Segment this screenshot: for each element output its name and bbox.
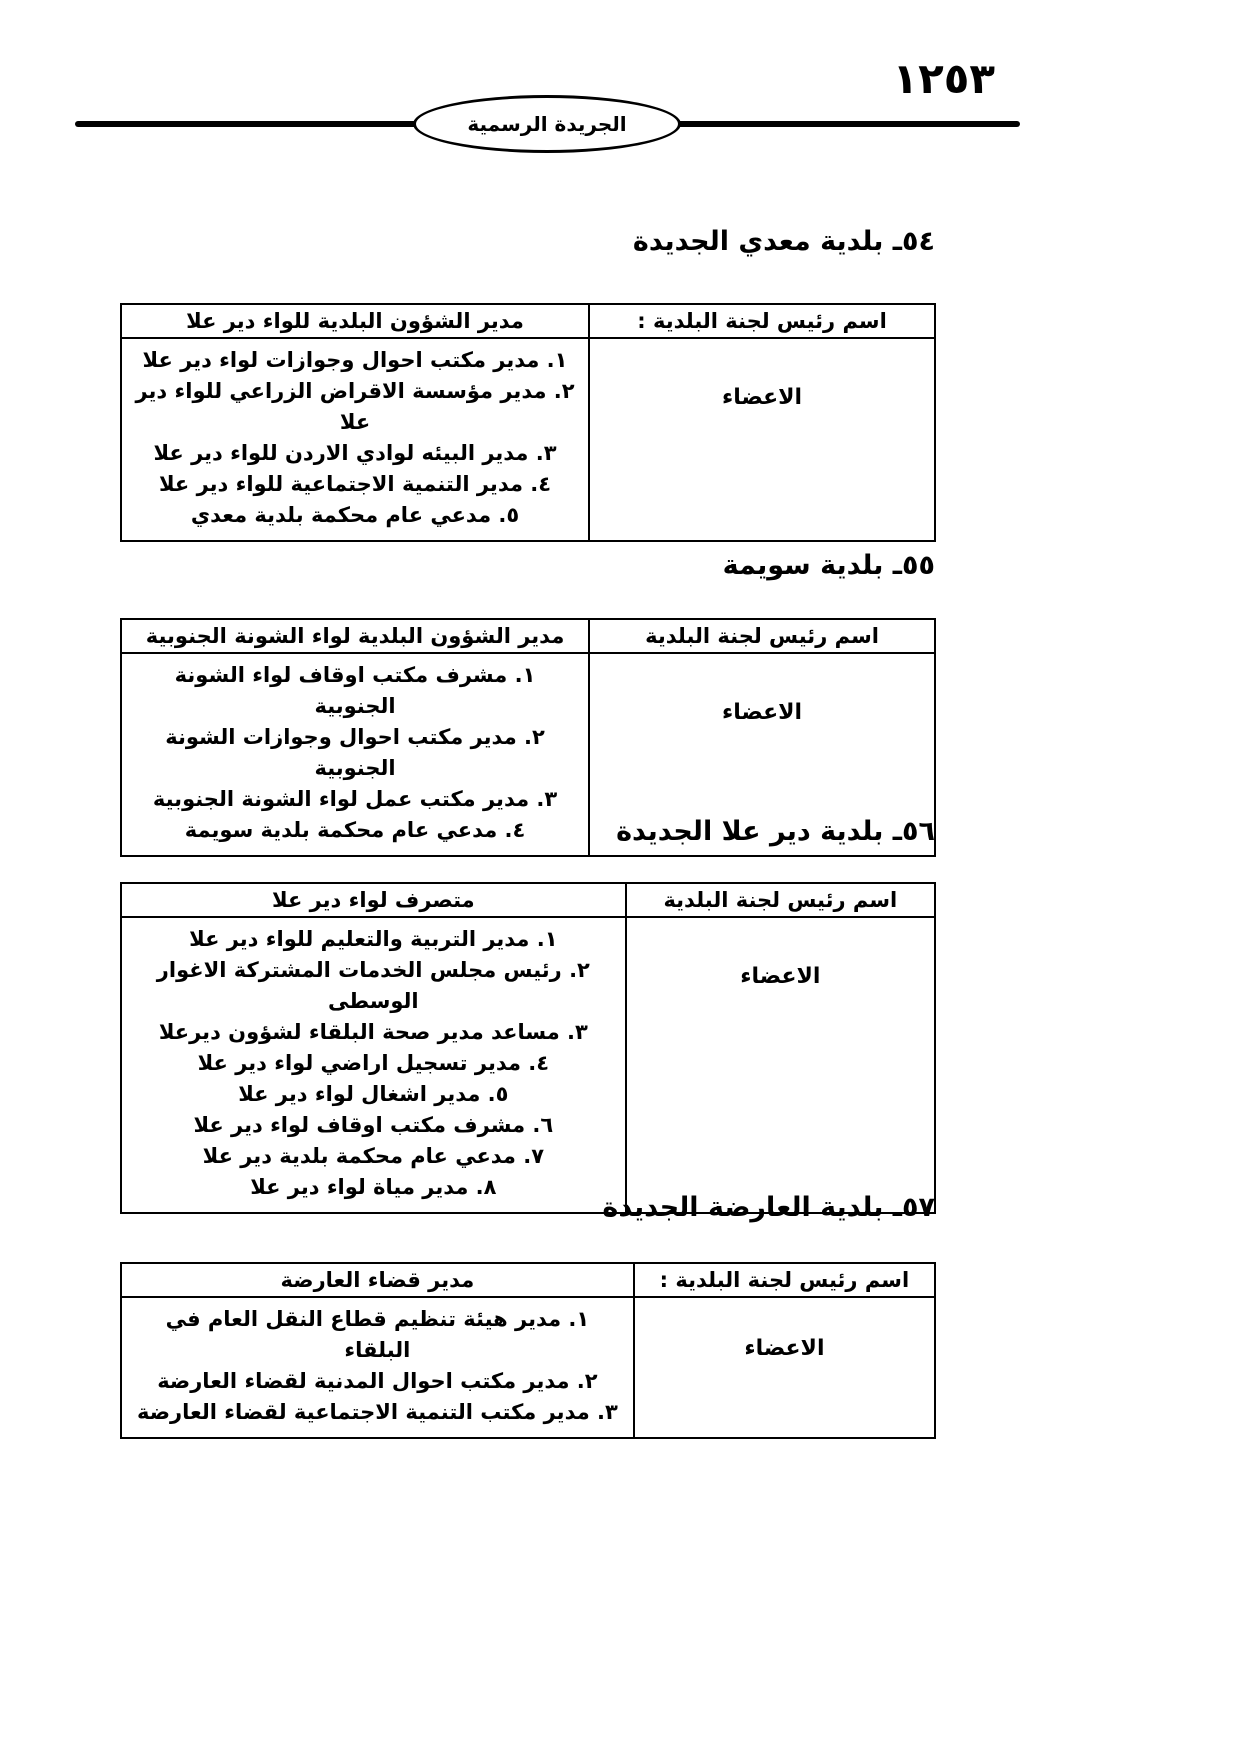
member-item: ٤. مدير التنمية الاجتماعية للواء دير علا	[158, 472, 552, 496]
member-item: ٣. مدير مكتب عمل لواء الشونة الجنوبية	[152, 787, 558, 811]
member-item: ٧. مدعي عام محكمة بلدية دير علا	[202, 1144, 545, 1168]
member-item: ١. مشرف مكتب اوقاف لواء الشونة الجنوبية	[174, 663, 536, 718]
member-item: ٥. مدعي عام محكمة بلدية معدي	[190, 503, 520, 527]
member-item: ٣. مساعد مدير صحة البلقاء لشؤون ديرعلا	[158, 1020, 588, 1044]
member-item: ١. مدير هيئة تنظيم قطاع النقل العام في البلقاء	[165, 1307, 590, 1362]
section-title-55: ٥٥ـ بلدية سويمة	[722, 550, 935, 581]
section-title-57: ٥٧ـ بلدية العارضة الجديدة	[602, 1192, 935, 1223]
member-item: ٣. مدير مكتب التنمية الاجتماعية لقضاء العارضة	[137, 1400, 618, 1424]
director-header-cell: مدير الشؤون البلدية لواء الشونة الجنوبية	[121, 619, 589, 653]
members-list-cell	[121, 917, 626, 1213]
table-body-row	[121, 1297, 935, 1438]
member-item: ٣. مدير البيئه لوادي الاردن للواء دير علا	[153, 441, 557, 465]
member-item: ٤. مدير تسجيل اراضي لواء دير علا	[197, 1051, 550, 1075]
page-number: ١٢٥٣	[892, 54, 995, 103]
members-label-cell: الاعضاء	[589, 653, 935, 856]
member-item: ١. مدير مكتب احوال وجوازات لواء دير علا	[142, 348, 568, 372]
gazette-title-oval	[413, 95, 681, 153]
table-header-row	[121, 883, 935, 917]
members-list-cell	[121, 653, 589, 856]
members-label-cell: الاعضاء	[626, 917, 935, 1213]
members-list-cell	[121, 1297, 634, 1438]
table-header-row	[121, 1263, 935, 1297]
chairman-header-cell: اسم رئيس لجنة البلدية :	[589, 304, 935, 338]
members-label-cell: الاعضاء	[589, 338, 935, 541]
member-item: ٢. مدير مكتب احوال المدنية لقضاء العارضة	[157, 1369, 598, 1393]
member-item: ١. مدير التربية والتعليم للواء دير علا	[189, 927, 558, 951]
table-body-row	[121, 917, 935, 1213]
director-header-cell: مدير قضاء العارضة	[121, 1263, 634, 1297]
committee-table-57	[120, 1262, 936, 1439]
member-item: ٢. مدير مكتب احوال وجوازات الشونة الجنوبية	[165, 725, 545, 780]
table-wrap-57	[120, 1262, 936, 1439]
member-item: ٢. مدير مؤسسة الاقراض الزراعي للواء دير علا	[135, 379, 575, 434]
director-header-cell: مدير الشؤون البلدية للواء دير علا	[121, 304, 589, 338]
member-item: ٥. مدير اشغال لواء دير علا	[238, 1082, 509, 1106]
committee-table-56	[120, 882, 936, 1214]
director-header-cell: متصرف لواء دير علا	[121, 883, 626, 917]
members-label-cell: الاعضاء	[634, 1297, 935, 1438]
section-title-56: ٥٦ـ بلدية دير علا الجديدة	[616, 816, 935, 847]
section-title-54: ٥٤ـ بلدية معدي الجديدة	[632, 226, 935, 257]
table-header-row	[121, 619, 935, 653]
gazette-title: الجريدة الرسمية	[467, 112, 627, 136]
table-wrap-56	[120, 882, 936, 1214]
chairman-header-cell: اسم رئيس لجنة البلدية	[626, 883, 935, 917]
member-item: ٦. مشرف مكتب اوقاف لواء دير علا	[193, 1113, 554, 1137]
table-header-row	[121, 304, 935, 338]
members-list-cell	[121, 338, 589, 541]
committee-table-54	[120, 303, 936, 542]
member-item: ٨. مدير مياة لواء دير علا	[250, 1175, 497, 1199]
chairman-header-cell: اسم رئيس لجنة البلدية	[589, 619, 935, 653]
table-wrap-54	[120, 303, 936, 542]
header-band	[75, 94, 1020, 158]
member-item: ٢. رئيس مجلس الخدمات المشتركة الاغوار الوسطى	[156, 958, 590, 1013]
table-body-row	[121, 338, 935, 541]
chairman-header-cell: اسم رئيس لجنة البلدية :	[634, 1263, 935, 1297]
member-item: ٤. مدعي عام محكمة بلدية سويمة	[184, 818, 526, 842]
